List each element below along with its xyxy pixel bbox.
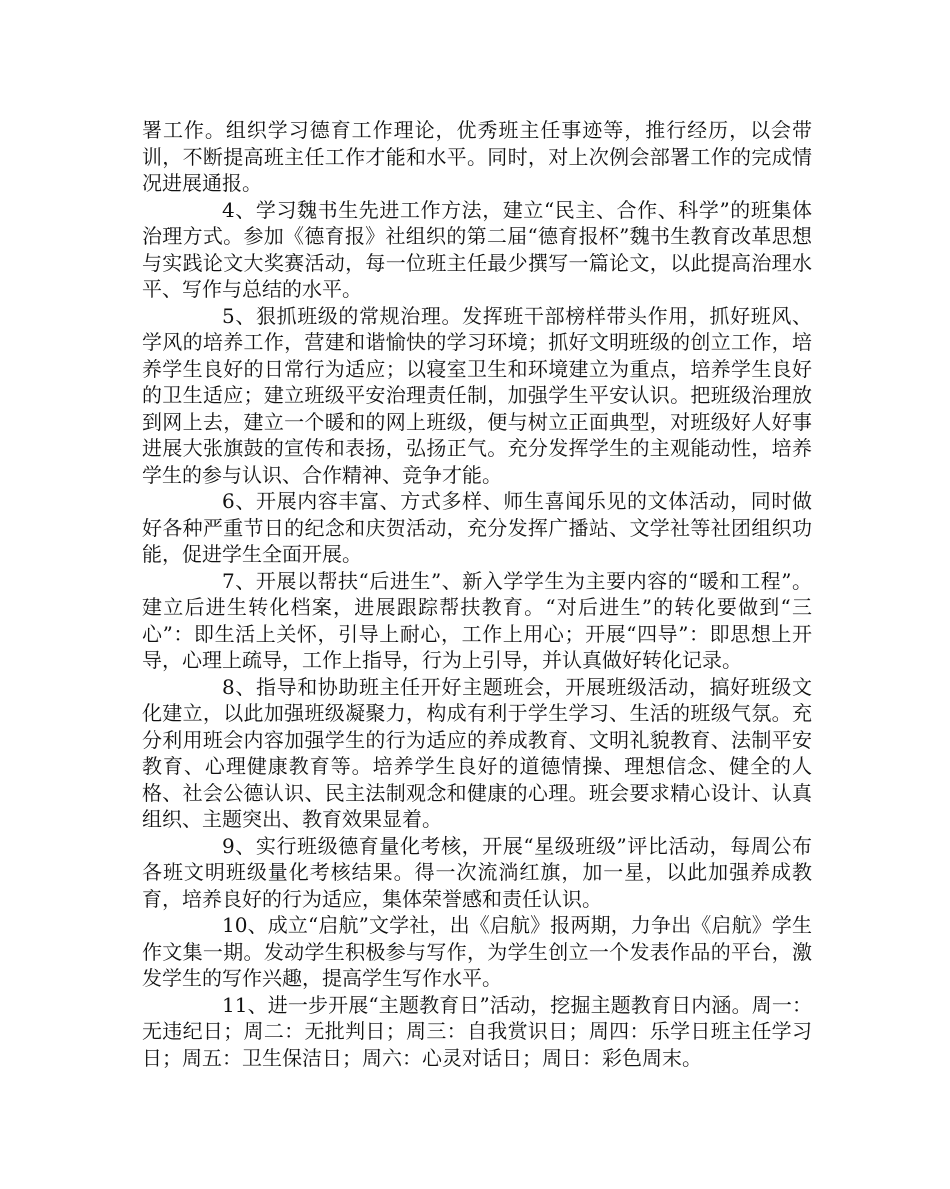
- paragraph-item-7: 7、开展以帮扶“后进生”、新入学学生为主要内容的“暖和工程”。建立后进生转化档案，进展跟踪帮扶教育。“对后进生”的转化要做到“三心”：即生活上关怀，引导上耐心，工作上用心；开展“四导”：即思想上开导，心理上疏导，工作上指导，行为上引导，并认真做好转化记录。: [142, 568, 812, 672]
- paragraph-item-6: 6、开展内容丰富、方式多样、师生喜闻乐见的文体活动，同时做好各种严重节日的纪念和庆贺活动，充分发挥广播站、文学社等社团组织功能，促进学生全面开展。: [142, 489, 812, 566]
- paragraph-item-8: 8、指导和协助班主任开好主题班会，开展班级活动，搞好班级文化建立，以此加强班级凝聚力，构成有利于学生学习、生活的班级气氛。充分利用班会内容加强学生的行为适应的养成教育、文明礼貌教育、法制平安教育、心理健康教育等。培养学生良好的道德情操、理想信念、健全的人格、社会公德认识、民主法制观念和健康的心理。班会要求精心设计、认真组织、主题突出、教育效果显着。: [142, 674, 812, 831]
- paragraph-item-4: 4、学习魏书生先进工作方法，建立“民主、合作、科学”的班集体治理方式。参加《德育报》社组织的第二届“德育报杯”魏书生教育改革思想与实践论文大奖赛活动，每一位班主任最少撰写一篇论文，以此提高治理水平、写作与总结的水平。: [142, 197, 812, 301]
- paragraph-item-10: 10、成立“启航”文学社，出《启航》报两期，力争出《启航》学生作文集一期。发动学生积极参与写作，为学生创立一个发表作品的平台，激发学生的写作兴趣，提高学生写作水平。: [142, 913, 812, 990]
- document-body: [142, 117, 812, 1071]
- paragraph-item-5: 5、狠抓班级的常规治理。发挥班干部榜样带头作用，抓好班风、学风的培养工作，营建和谐愉快的学习环境；抓好文明班级的创立工作，培养学生良好的日常行为适应；以寝室卫生和环境建立为重点，培养学生良好的卫生适应；建立班级平安治理责任制，加强学生平安认识。把班级治理放到网上去，建立一个暖和的网上班级，便与树立正面典型，对班级好人好事进展大张旗鼓的宣传和表扬，弘扬正气。充分发挥学生的主观能动性，培养学生的参与认识、合作精神、竞争才能。: [142, 303, 812, 487]
- paragraph-continued: 署工作。组织学习德育工作理论，优秀班主任事迹等，推行经历，以会带训，不断提高班主任工作才能和水平。同时，对上次例会部署工作的完成情况进展通报。: [142, 118, 812, 195]
- paragraph-item-11: 11、进一步开展“主题教育日”活动，挖掘主题教育日内涵。周一：无违纪日；周二：无批判日；周三：自我赏识日；周四：乐学日班主任学习日；周五：卫生保洁日；周六：心灵对话日；周日：彩色周末。: [142, 992, 812, 1070]
- paragraph-item-9: 9、实行班级德育量化考核，开展“星级班级”评比活动，每周公布各班文明班级量化考核结果。得一次流淌红旗，加一星，以此加强养成教育，培养良好的行为适应，集体荣誉感和责任认识。: [142, 833, 812, 911]
